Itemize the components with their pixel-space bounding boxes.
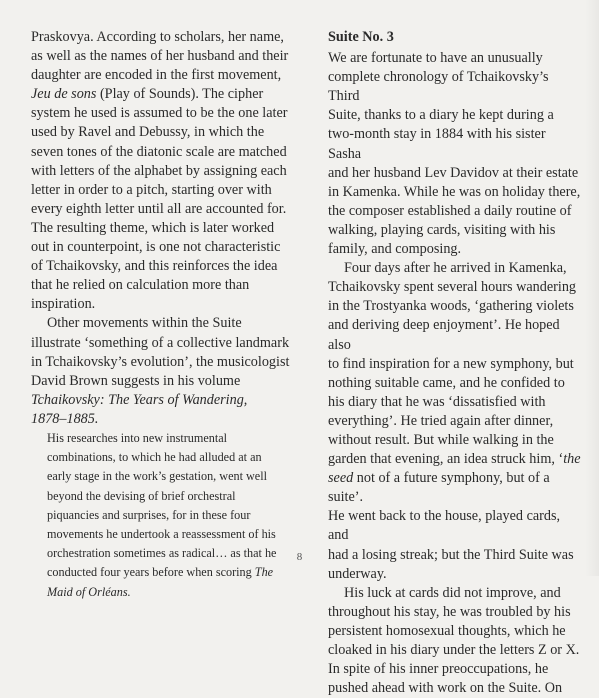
page-number: 8 (296, 551, 303, 563)
italic-text: 1878–1885. (31, 410, 99, 427)
right-paragraph-2: Four days after he arrived in Kamenka, Tchaikovsky spent several hours wandering in the Trostyanka woods, ‘gathering violets and deriving deep enjoyment’. He hoped also to find inspiration for a new symphony, but nothing suitable came, and he confided to his diary that he was ‘dissatisfied with everything’. He tried again after dinner, without result. But while walking in the garden that evening, an idea struck him, ‘the seed not of a future symphony, but of a suite’. He went back to the house, played cards, and had a losing streak; but the Third Suite was underway. (328, 260, 581, 582)
page-edge-shadow (585, 0, 599, 576)
italic-text: the (563, 451, 581, 468)
italic-text: Maid of Orléans. (47, 584, 131, 599)
italic-text: seed (328, 470, 354, 487)
italic-text: Jeu de sons (31, 86, 97, 103)
left-paragraph-2: Other movements within the Suite illustrate ‘something of a collective landmark in Tchaikovsky’s evolution’, the musicologist David Brown suggests in his volume Tchaikovsky: The Years of Wandering, 1878–1885. (31, 315, 290, 427)
italic-text: Tchaikovsky: The Years of Wandering, (31, 391, 248, 408)
italic-text: The (254, 565, 274, 580)
section-title: Suite No. 3 (328, 29, 394, 45)
block-quote: His researches into new instrumental combinations, to which he had alluded at an early stage in the work’s gestation, went well beyond the devising of brief orchestral piquancies and surprises, for in these four movements he undertook a reassessment of his orchestration sometimes as radical… as that he conducted four years before when scoring The Maid of Orléans. (47, 430, 277, 599)
right-paragraph-3: His luck at cards did not improve, and throughout his stay, he was troubled by his persistent homosexual thoughts, which he cloaked in his diary under the letters Z or X. In spite of his inner preoccupations, he pushed ahead with work on the Suite. On (328, 584, 580, 697)
left-paragraph-1: Praskovya. According to scholars, her name, as well as the names of her husband and their daughter are encoded in the first movement, Jeu de sons (Play of Sounds). The cipher system he used is assumed to be the one later used by Ravel and Debussy, in which the seven tones of the diatonic scale are matched with letters of the alphabet by assigning each letter in order to a pitch, starting over with every eighth letter until all are accounted for. The resulting theme, which is later worked out in counterpoint, is one not characteristic of Tchaikovsky, and this reinforces the idea that he relied on calculation more than inspiration. (31, 29, 289, 313)
right-column (328, 28, 581, 698)
left-column (31, 28, 301, 602)
right-paragraph-1: We are fortunate to have an unusually complete chronology of Tchaikovsky’s Third Suite, thanks to a diary he kept during a two-month stay in 1884 with his sister Sasha and her husband Lev Davidov at their estate in Kamenka. While he was on holiday there, the composer established a daily routine of walking, playing cards, visiting with his family, and composing. (328, 50, 581, 258)
